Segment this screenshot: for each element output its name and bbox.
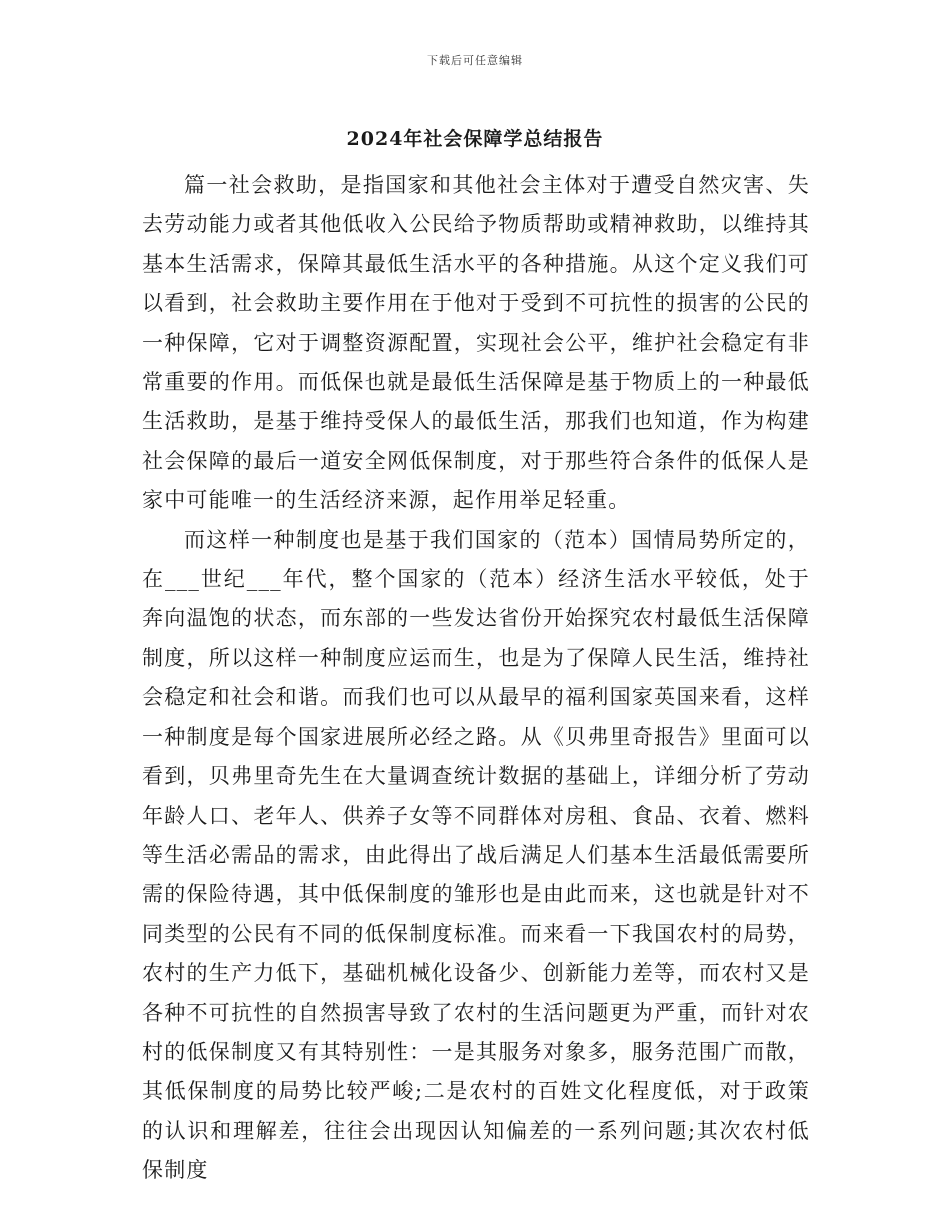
document-body xyxy=(142,166,810,1191)
document-title: 2024年社会保障学总结报告 xyxy=(346,128,604,150)
page-header: 下载后可任意编辑 xyxy=(427,54,523,67)
paragraph-1: 篇一社会救助，是指国家和其他社会主体对于遭受自然灾害、失去劳动能力或者其他低收入公民给予物质帮助或精神救助，以维持其基本生活需求，保障其最低生活水平的各种措施。从这个定义我们可以看到，社会救助主要作用在于他对于受到不可抗性的损害的公民的一种保障，它对于调整资源配置，实现社会公平，维护社会稳定有非常重要的作用。而低保也就是最低生活保障是基于物质上的一种最低生活救助，是基于维持受保人的最低生活，那我们也知道，作为构建社会保障的最后一道安全网低保制度，对于那些符合条件的低保人是家中可能唯一的生活经济来源，起作用举足轻重。 xyxy=(142,173,810,513)
paragraph-2: 而这样一种制度也是基于我们国家的（范本）国情局势所定的，在___世纪___年代，整个国家的（范本）经济生活水平较低，处于奔向温饱的状态，而东部的一些发达省份开始探究农村最低生活保障制度，所以这样一种制度应运而生，也是为了保障人民生活，维持社会稳定和社会和谐。而我们也可以从最早的福利国家英国来看，这样一种制度是每个国家进展所必经之路。从《贝弗里奇报告》里面可以看到，贝弗里奇先生在大量调查统计数据的基础上，详细分析了劳动年龄人口、老年人、供养子女等不同群体对房租、食品、衣着、燃料等生活必需品的需求，由此得出了战后满足人们基本生活最低需要所需的保险待遇，其中低保制度的雏形也是由此而来，这也就是针对不同类型的公民有不同的低保制度标准。而来看一下我国农村的局势，农村的生产力低下，基础机械化设备少、创新能力差等，而农村又是各种不可抗性的自然损害导致了农村的生活问题更为严重，而针对农村的低保制度又有其特别性：一是其服务对象多，服务范围广而散，其低保制度的局势比较严峻;二是农村的百姓文化程度低，对于政策的认识和理解差，往往会出现因认知偏差的一系列问题;其次农村低保制度 xyxy=(142,527,810,1183)
